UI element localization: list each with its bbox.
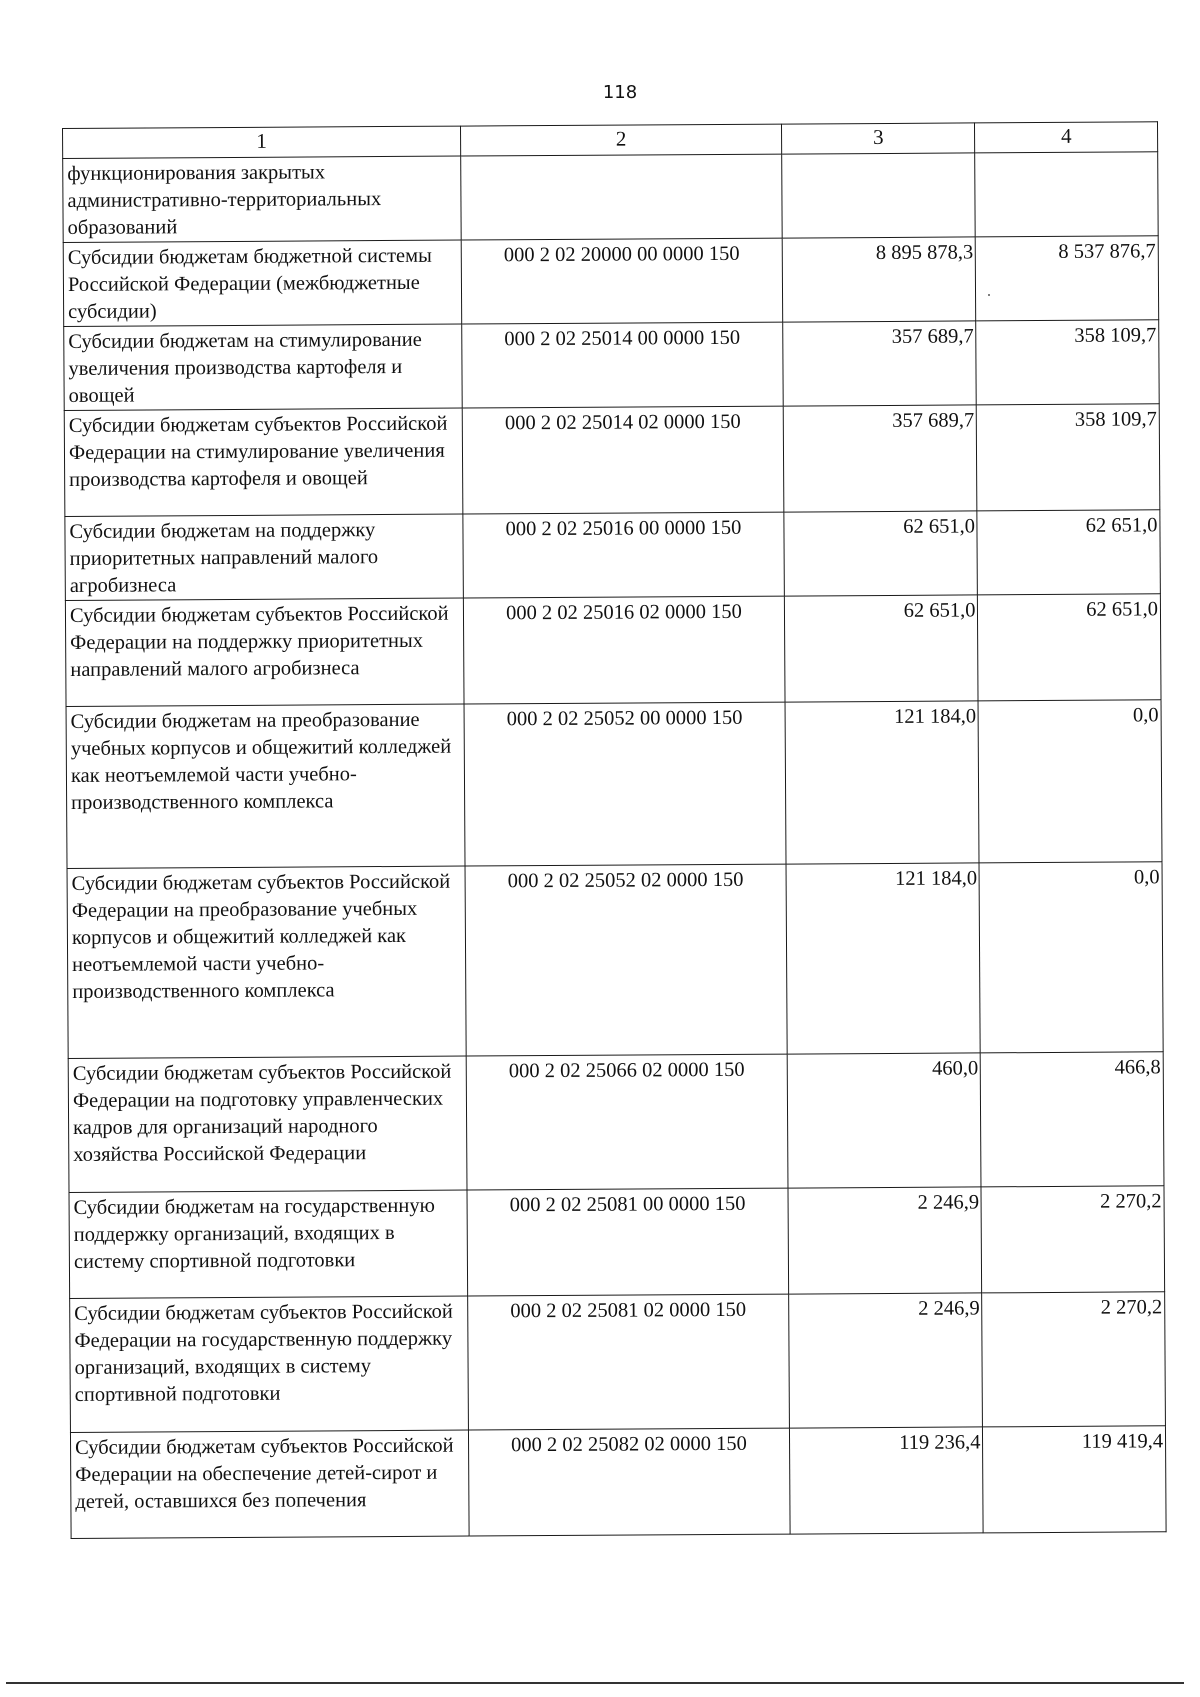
row-name: Субсидии бюджетам субъектов Российской Федерации на стимулирование увеличения производства картофеля и овощей bbox=[64, 408, 463, 516]
row-value-col4: 2 270,2 bbox=[981, 1186, 1164, 1293]
row-value-col4: 62 651,0 bbox=[978, 594, 1161, 701]
row-code bbox=[461, 154, 783, 240]
row-value-col3 bbox=[782, 153, 976, 238]
page-bottom-rule bbox=[6, 1682, 1184, 1684]
table-row bbox=[65, 510, 1160, 601]
row-name: функционирования закрытых административно-территориальных образований bbox=[63, 156, 461, 242]
row-value-col3: 2 246,9 bbox=[788, 1187, 982, 1294]
row-value-col4: 2 270,2 bbox=[982, 1292, 1165, 1427]
row-value-col4: 358 109,7 bbox=[976, 320, 1159, 405]
row-value-col3: 121 184,0 bbox=[786, 863, 981, 1054]
row-value-col3: 357 689,7 bbox=[783, 321, 977, 406]
page-number: 118 bbox=[602, 82, 638, 103]
row-code: 000 2 02 25014 00 0000 150 bbox=[462, 322, 784, 408]
row-value-col3: 460,0 bbox=[787, 1053, 981, 1188]
column-header-4: 4 bbox=[975, 122, 1158, 153]
table-row bbox=[65, 594, 1161, 707]
row-code: 000 2 02 25016 02 0000 150 bbox=[463, 596, 785, 704]
table-row bbox=[63, 236, 1158, 327]
budget-table bbox=[62, 121, 1167, 1539]
row-value-col4: 466,8 bbox=[981, 1052, 1164, 1187]
row-value-col4: 119 419,4 bbox=[983, 1426, 1166, 1533]
row-code: 000 2 02 25066 02 0000 150 bbox=[466, 1054, 788, 1190]
row-value-col4: 0,0 bbox=[978, 700, 1162, 863]
row-name: Субсидии бюджетам на государственную поддержку организаций, входящих в систему спортивной подготовки bbox=[69, 1190, 468, 1298]
row-value-col4: 62 651,0 bbox=[977, 510, 1160, 595]
row-value-col3: 62 651,0 bbox=[784, 511, 978, 596]
row-name: Субсидии бюджетам субъектов Российской Федерации на государственную поддержку организаций, входящих в систему спортивной подготовки bbox=[70, 1296, 469, 1432]
row-code: 000 2 02 25016 00 0000 150 bbox=[463, 512, 785, 598]
row-code: 000 2 02 20000 00 0000 150 bbox=[461, 238, 783, 324]
row-value-col3: 119 236,4 bbox=[789, 1427, 983, 1534]
table-row bbox=[70, 1426, 1166, 1539]
row-name: Субсидии бюджетам субъектов Российской Федерации на подготовку управленческих кадров для организаций народного хозяйства Российской Федерации bbox=[68, 1056, 467, 1192]
table-row bbox=[68, 1052, 1164, 1193]
table-row bbox=[64, 320, 1159, 411]
table-row bbox=[63, 152, 1158, 243]
row-value-col3: 121 184,0 bbox=[785, 701, 979, 864]
row-value-col3: 8 895 878,3 bbox=[782, 237, 976, 322]
row-name: Субсидии бюджетам субъектов Российской Федерации на преобразование учебных корпусов и общежитий колледжей как неотъемлемой части учебно-производственного комплекса bbox=[67, 866, 466, 1058]
table-row bbox=[64, 404, 1160, 517]
row-code: 000 2 02 25082 02 0000 150 bbox=[468, 1428, 790, 1536]
row-value-col4: 0,0 bbox=[979, 862, 1163, 1053]
row-code: 000 2 02 25052 00 0000 150 bbox=[464, 702, 786, 866]
row-value-col3: 2 246,9 bbox=[789, 1293, 983, 1428]
row-value-col3: 62 651,0 bbox=[784, 595, 978, 702]
row-name: Субсидии бюджетам субъектов Российской Федерации на поддержку приоритетных направлений малого агробизнеса bbox=[65, 598, 464, 706]
row-name: Субсидии бюджетам на преобразование учебных корпусов и общежитий колледжей как неотъемлемой части учебно-производственного комплекса bbox=[66, 704, 465, 868]
row-name: Субсидии бюджетам бюджетной системы Российской Федерации (межбюджетные субсидии) bbox=[63, 240, 461, 326]
table-row bbox=[66, 700, 1162, 869]
row-code: 000 2 02 25014 02 0000 150 bbox=[462, 406, 784, 514]
column-header-1: 1 bbox=[63, 126, 461, 158]
row-code: 000 2 02 25052 02 0000 150 bbox=[465, 864, 787, 1056]
row-code: 000 2 02 25081 02 0000 150 bbox=[468, 1294, 790, 1430]
table-row bbox=[70, 1292, 1166, 1433]
column-header-3: 3 bbox=[781, 123, 975, 154]
row-value-col4: 8 537 876,7 bbox=[976, 236, 1159, 321]
column-header-2: 2 bbox=[460, 124, 781, 156]
row-name: Субсидии бюджетам на стимулирование увеличения производства картофеля и овощей bbox=[64, 324, 462, 410]
row-value-col4 bbox=[975, 152, 1158, 237]
row-value-col4: 358 109,7 bbox=[977, 404, 1160, 511]
row-code: 000 2 02 25081 00 0000 150 bbox=[467, 1188, 789, 1296]
scan-speck bbox=[988, 294, 990, 296]
table-row bbox=[69, 1186, 1165, 1299]
table-row bbox=[67, 862, 1163, 1059]
row-name: Субсидии бюджетам на поддержку приоритетных направлений малого агробизнеса bbox=[65, 514, 463, 600]
row-name: Субсидии бюджетам субъектов Российской Федерации на обеспечение детей-сирот и детей, оставшихся без попечения bbox=[70, 1430, 469, 1538]
row-value-col3: 357 689,7 bbox=[783, 405, 977, 512]
